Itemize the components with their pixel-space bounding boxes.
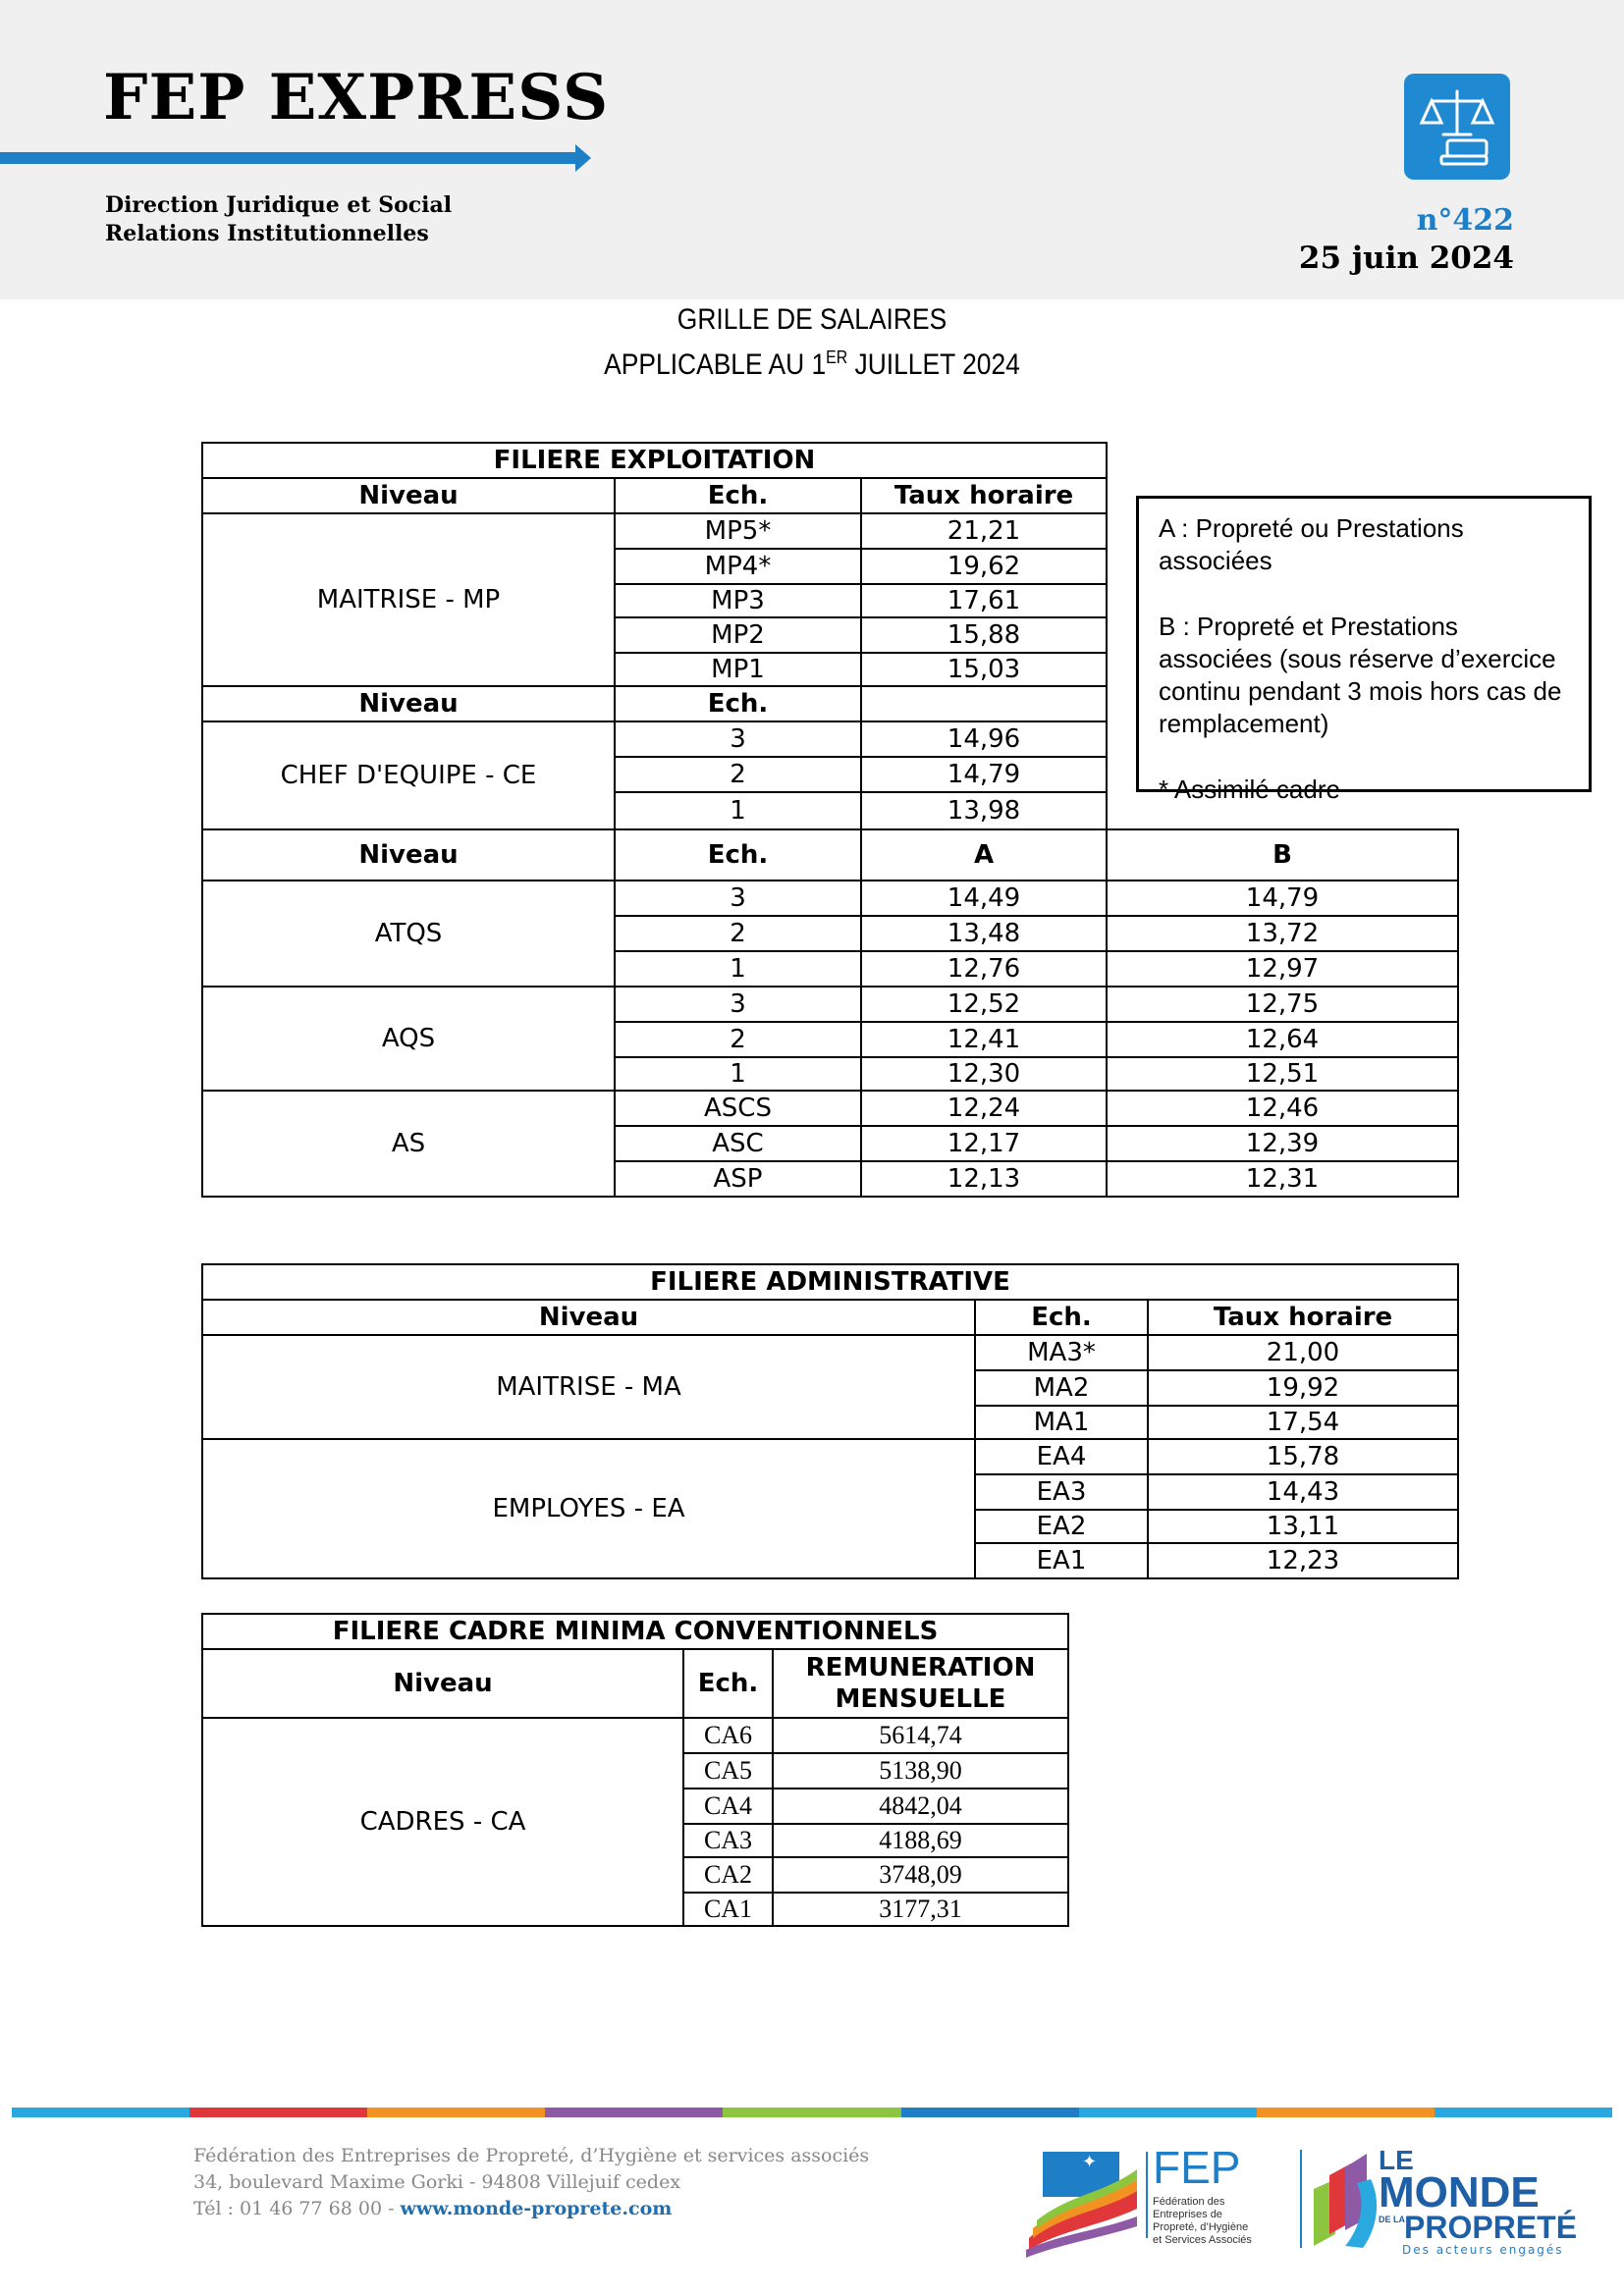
scales-justice-icon — [1404, 74, 1510, 180]
exploitation-header-ech: Ech. — [614, 477, 862, 514]
footer-bar-segment — [723, 2108, 900, 2117]
note-b — [1159, 611, 1569, 740]
ech-cell: MP3 — [614, 583, 862, 618]
level-as: AS — [201, 1090, 616, 1198]
administrative-header-taux: Taux horaire — [1147, 1299, 1459, 1336]
issue-number: n°422 — [1416, 203, 1514, 238]
ech-cell: MP2 — [614, 616, 862, 654]
newsletter-title: FEP EXPRESS — [103, 61, 610, 134]
ech-cell: MP5* — [614, 512, 862, 550]
exploitation-title: FILIERE EXPLOITATION — [201, 442, 1108, 479]
ech-cell: 1 — [614, 950, 862, 988]
cadre-header-remuneration — [772, 1648, 1069, 1719]
exploitation-subheader-ech: Ech. — [614, 685, 862, 722]
ech-cell: CA1 — [682, 1892, 774, 1927]
monde-logo-proprete: PROPRETÉ — [1404, 2210, 1578, 2245]
document-title-line-2 — [97, 339, 1527, 384]
footer-website-link[interactable]: www.monde-proprete.com — [400, 2198, 673, 2219]
monde-logo-monde: MONDE — [1379, 2168, 1540, 2216]
administrative-header-niveau: Niveau — [201, 1299, 976, 1336]
remuneration-cell: 4842,04 — [772, 1788, 1069, 1825]
footer-line-3 — [193, 2196, 869, 2222]
taux-cell: 17,54 — [1147, 1405, 1459, 1440]
note-b-key: B — [1159, 612, 1176, 641]
a-cell: 12,41 — [860, 1021, 1108, 1058]
administrative-header-ech: Ech. — [974, 1299, 1149, 1336]
ech-cell: 3 — [614, 986, 862, 1023]
ech-cell: 2 — [614, 915, 862, 952]
taux-cell: 21,21 — [860, 512, 1108, 550]
department-line-1: Direction Juridique et Social — [105, 192, 453, 218]
b-cell: 12,31 — [1106, 1160, 1459, 1198]
ech-cell: 3 — [614, 721, 862, 758]
ech-cell: ASCS — [614, 1090, 862, 1127]
fep-logo-sub-2: Entreprises de — [1153, 2209, 1222, 2220]
monde-logo-tagline: Des acteurs engagés — [1402, 2243, 1564, 2257]
note-a-text: : Propreté ou Prestations associées — [1159, 513, 1464, 575]
a-cell: 12,13 — [860, 1160, 1108, 1198]
ech-cell: MA1 — [974, 1405, 1149, 1440]
b-cell: 13,72 — [1106, 915, 1459, 952]
level-aqs: AQS — [201, 986, 616, 1092]
level-maitrise-mp: MAITRISE - MP — [201, 512, 616, 687]
ab-header-a: A — [860, 828, 1108, 881]
fep-logo-sub-1: Fédération des — [1153, 2196, 1225, 2208]
taux-cell: 13,11 — [1147, 1509, 1459, 1544]
taux-cell: 13,98 — [860, 791, 1108, 830]
ech-cell: MA2 — [974, 1369, 1149, 1407]
cadre-title: FILIERE CADRE MINIMA CONVENTIONNELS — [201, 1613, 1069, 1650]
level-chef-equipe: CHEF D'EQUIPE - CE — [201, 721, 616, 830]
ech-cell: MP1 — [614, 652, 862, 687]
title-part-b: JUILLET 2024 — [847, 348, 1020, 381]
a-cell: 12,24 — [860, 1090, 1108, 1127]
taux-cell: 14,79 — [860, 756, 1108, 793]
ech-cell: 1 — [614, 1056, 862, 1092]
a-cell: 12,76 — [860, 950, 1108, 988]
fep-logo-sub-3: Propreté, d’Hygiène — [1153, 2221, 1249, 2233]
monde-logo-le: LE — [1379, 2145, 1414, 2175]
monde-proprete-logo — [1296, 2140, 1591, 2258]
note-b-text: : Propreté et Prestations associées (sous réserve d’exercice continu pendant 3 mois hors cas de remplacement) — [1159, 612, 1562, 738]
footer-bar-segment — [189, 2108, 367, 2117]
b-cell: 12,75 — [1106, 986, 1459, 1023]
note-star-text: Assimilé cadre — [1168, 774, 1340, 804]
fep-logo-sub-4: et Services Associés — [1153, 2234, 1252, 2246]
administrative-title: FILIERE ADMINISTRATIVE — [201, 1263, 1459, 1301]
exploitation-header-taux: Taux horaire — [860, 477, 1108, 514]
fep-logo — [1021, 2140, 1257, 2258]
ech-cell: 2 — [614, 756, 862, 793]
department-block — [105, 191, 452, 248]
ab-header-b: B — [1106, 828, 1459, 881]
legend-notes-box — [1136, 496, 1592, 804]
remuneration-cell: 5138,90 — [772, 1752, 1069, 1789]
remuneration-cell: 3177,31 — [772, 1892, 1069, 1927]
ech-cell: EA4 — [974, 1438, 1149, 1475]
note-star — [1159, 774, 1569, 806]
remuneration-cell: 3748,09 — [772, 1856, 1069, 1894]
a-cell: 13,48 — [860, 915, 1108, 952]
empty-cell — [860, 685, 1108, 722]
taux-cell: 14,96 — [860, 721, 1108, 758]
a-cell: 12,52 — [860, 986, 1108, 1023]
ech-cell: CA6 — [682, 1717, 774, 1754]
ech-cell: 3 — [614, 880, 862, 917]
title-arrow-head — [575, 144, 591, 172]
ech-cell: CA2 — [682, 1856, 774, 1894]
b-cell: 14,79 — [1106, 880, 1459, 917]
footer-address — [193, 2143, 869, 2222]
footer-phone: Tél : 01 46 77 68 00 - — [193, 2198, 401, 2219]
ech-cell: 2 — [614, 1021, 862, 1058]
ech-cell: CA4 — [682, 1788, 774, 1825]
b-cell: 12,64 — [1106, 1021, 1459, 1058]
taux-cell: 17,61 — [860, 583, 1108, 618]
title-superscript: ER — [826, 347, 848, 367]
ab-header-ech: Ech. — [614, 828, 862, 881]
taux-cell: 19,92 — [1147, 1369, 1459, 1407]
taux-cell: 15,03 — [860, 652, 1108, 687]
ech-cell: 1 — [614, 791, 862, 830]
taux-cell: 21,00 — [1147, 1334, 1459, 1371]
level-employes-ea: EMPLOYES - EA — [201, 1438, 976, 1579]
title-arrow-line — [0, 152, 577, 164]
remuneration-cell: 4188,69 — [772, 1823, 1069, 1858]
fep-logo-text: FEP — [1153, 2142, 1241, 2193]
sparkle-icon: ✦ — [1082, 2152, 1098, 2172]
footer-line-1: Fédération des Entreprises de Propreté, d’Hygiène et services associés — [193, 2145, 870, 2166]
taux-cell: 19,62 — [860, 548, 1108, 585]
note-star-key: * — [1159, 774, 1169, 804]
note-a-key: A — [1159, 513, 1174, 543]
ech-cell: MP4* — [614, 548, 862, 585]
ech-cell: ASC — [614, 1125, 862, 1162]
monde-logo-de-la: DE LA — [1379, 2215, 1405, 2224]
note-a — [1159, 512, 1569, 577]
exploitation-subheader-niveau: Niveau — [201, 685, 616, 722]
footer-bar-segment — [1435, 2108, 1612, 2117]
b-cell: 12,46 — [1106, 1090, 1459, 1127]
taux-cell: 15,78 — [1147, 1438, 1459, 1475]
level-maitrise-ma: MAITRISE - MA — [201, 1334, 976, 1440]
issue-date: 25 juin 2024 — [1298, 240, 1514, 276]
ech-cell: CA5 — [682, 1752, 774, 1789]
cadre-header-niveau: Niveau — [201, 1648, 684, 1719]
footer-bar-segment — [901, 2108, 1079, 2117]
a-cell: 12,17 — [860, 1125, 1108, 1162]
b-cell: 12,51 — [1106, 1056, 1459, 1092]
footer-bar-segment — [1079, 2108, 1257, 2117]
remuneration-cell: 5614,74 — [772, 1717, 1069, 1754]
department-line-2: Relations Institutionnelles — [105, 221, 429, 246]
footer-color-bar — [12, 2108, 1612, 2117]
cadre-header-ech: Ech. — [682, 1648, 774, 1719]
remuneration-line-1: REMUNERATION — [805, 1653, 1036, 1682]
level-atqs: ATQS — [201, 880, 616, 988]
footer-bar-segment — [1257, 2108, 1435, 2117]
ech-cell: EA3 — [974, 1473, 1149, 1511]
ech-cell: EA1 — [974, 1542, 1149, 1579]
taux-cell: 12,23 — [1147, 1542, 1459, 1579]
remuneration-line-2: MENSUELLE — [835, 1684, 1006, 1714]
ab-header-niveau: Niveau — [201, 828, 616, 881]
taux-cell: 14,43 — [1147, 1473, 1459, 1511]
taux-cell: 15,88 — [860, 616, 1108, 654]
a-cell: 14,49 — [860, 880, 1108, 917]
document-title-line-1: GRILLE DE SALAIRES — [677, 303, 947, 336]
ech-cell: MA3* — [974, 1334, 1149, 1371]
footer-bar-segment — [12, 2108, 189, 2117]
b-cell: 12,97 — [1106, 950, 1459, 988]
document-title — [97, 301, 1527, 384]
footer-bar-segment — [545, 2108, 723, 2117]
footer-line-2: 34, boulevard Maxime Gorki - 94808 Villejuif cedex — [193, 2171, 681, 2193]
a-cell: 12,30 — [860, 1056, 1108, 1092]
b-cell: 12,39 — [1106, 1125, 1459, 1162]
title-part-a: APPLICABLE AU 1 — [604, 348, 827, 381]
ech-cell: EA2 — [974, 1509, 1149, 1544]
ech-cell: CA3 — [682, 1823, 774, 1858]
level-cadres-ca: CADRES - CA — [201, 1717, 684, 1927]
ech-cell: ASP — [614, 1160, 862, 1198]
exploitation-header-niveau: Niveau — [201, 477, 616, 514]
footer-bar-segment — [367, 2108, 545, 2117]
